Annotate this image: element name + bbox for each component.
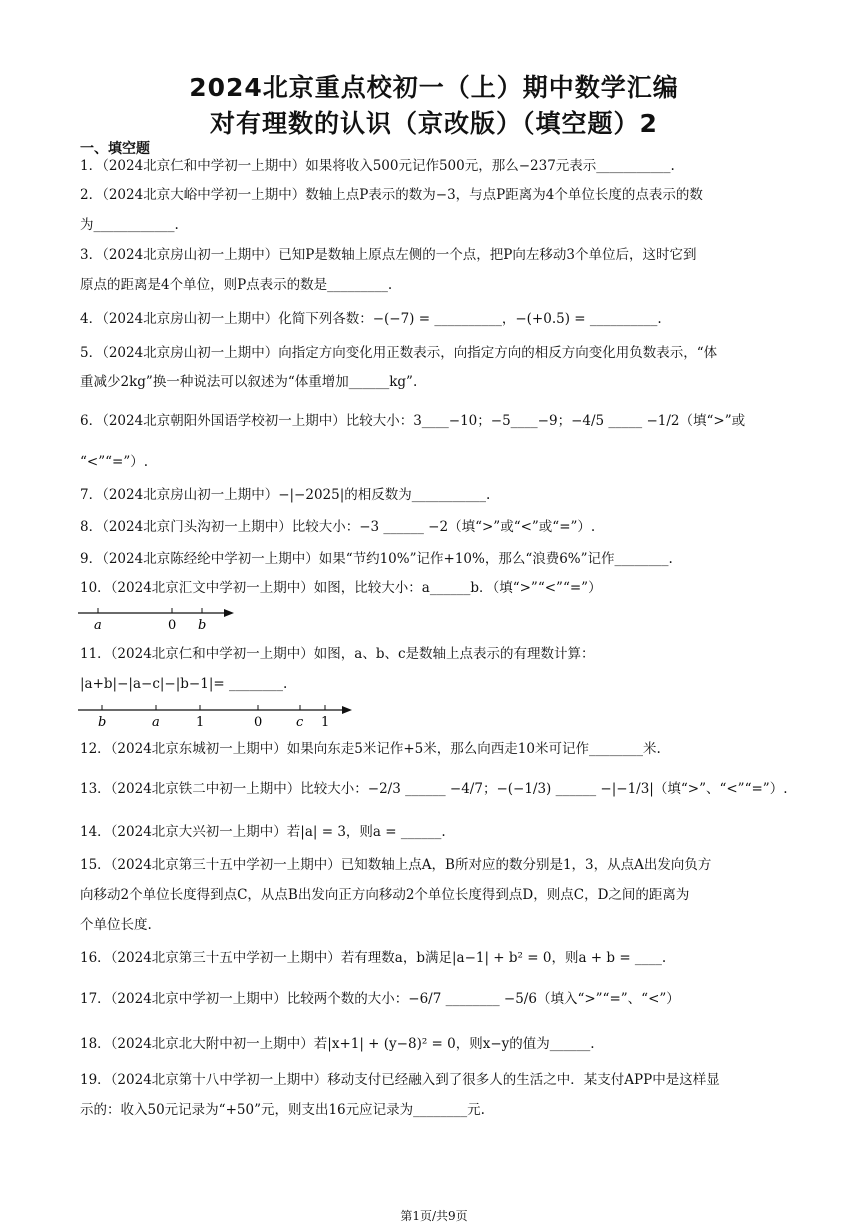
question-line: 19．（2024北京第十八中学初一上期中）移动支付已经融入到了很多人的生活之中．某支付APP中是这样显 [80,1072,720,1088]
question-line: 13．（2024北京铁二中初一上期中）比较大小：−2/3 ______ −4/7；−(−1/3) ______ −|−1/3|（填“>”、“<”“=”）. [80,781,788,797]
document-title: 2024北京重点校初一（上）期中数学汇编 [189,73,679,102]
number-line-label: a [94,618,102,633]
question-line: 15．（2024北京第三十五中学初一上期中）已知数轴上点A，B所对应的数分别是1，3，从点A出发向负方 [80,857,712,873]
question-line: 重减少2kg”换一种说法可以叙述为“体重增加______kg”. [80,374,418,390]
question-line: 10．（2024北京汇文中学初一上期中）如图，比较大小：a______b．（填“>”“<”“=”） [80,580,602,596]
question-line: 示的：收入50元记录为“+50”元，则支出16元应记录为________元. [80,1102,485,1118]
question-line: 14．（2024北京大兴初一上期中）若|a| = 3，则a = ______. [80,824,446,840]
question-line: 8．（2024北京门头沟初一上期中）比较大小：−3 ______ −2（填“>”或“<”或“=”）. [80,519,596,535]
number-line-label: c [296,715,304,730]
question-line: “<”“=”）. [80,454,149,470]
question-line: 为____________. [80,217,179,233]
question-line: 17．（2024北京中学初一上期中）比较两个数的大小：−6/7 ________ −5/6（填入“>”“=”、“<”） [80,991,680,1007]
question-line: 5．（2024北京房山初一上期中）向指定方向变化用正数表示，向指定方向的相反方向变化用负数表示，“体 [80,345,718,361]
question-line: 原点的距离是4个单位，则P点表示的数是_________. [80,277,393,293]
question-line: 1．（2024北京仁和中学初一上期中）如果将收入500元记作500元，那么−237元表示___________. [80,158,675,174]
document-subtitle: 对有理数的认识（京改版）（填空题）2 [210,109,658,138]
question-line: 12．（2024北京东城初一上期中）如果向东走5米记作+5米，那么向西走10米可记作________米. [80,741,661,757]
question-line: 11．（2024北京仁和中学初一上期中）如图，a、b、c是数轴上点表示的有理数计算： [80,646,595,662]
number-line-label: 0 [168,618,177,633]
question-line: 6．（2024北京朝阳外国语学校初一上期中）比较大小：3____−10；−5____−9；−4/5 _____ −1/2（填“>”或 [80,413,746,429]
number-line-label: b [198,618,207,633]
question-line: 18．（2024北京北大附中初一上期中）若|x+1| + (y−8)² = 0，则x−y的值为______. [80,1036,595,1052]
question-line: 3．（2024北京房山初一上期中）已知P是数轴上原点左侧的一个点，把P向左移动3个单位后，这时它到 [80,247,697,263]
number-line-label: 0 [254,715,263,730]
question-line: |a+b|−|a−c|−|b−1|= ________. [80,676,288,692]
number-line-label: b [98,715,107,730]
number-line-q11 [78,700,358,730]
number-line-label: a [152,715,160,730]
question-line: 7．（2024北京房山初一上期中）−|−2025|的相反数为___________. [80,487,491,503]
number-line-label: 1 [196,715,205,730]
page-footer: 第1页/共9页 [400,1209,468,1223]
question-line: 4．（2024北京房山初一上期中）化简下列各数：−(−7) = __________，−(+0.5) = __________. [80,311,662,327]
question-line: 9．（2024北京陈经纶中学初一上期中）如果“节约10%”记作+10%，那么“浪费6%”记作________. [80,551,673,567]
section-heading: 一、填空题 [80,141,150,157]
question-line: 2．（2024北京大峪中学初一上期中）数轴上点P表示的数为−3，与点P距离为4个单位长度的点表示的数 [80,187,703,203]
number-line-label: 1 [321,715,330,730]
number-line-q10 [78,603,238,633]
question-line: 向移动2个单位长度得到点C，从点B出发向正方向移动2个单位长度得到点D，则点C，D之间的距离为 [80,887,690,903]
question-line: 16．（2024北京第三十五中学初一上期中）若有理数a，b满足|a−1| + b² = 0，则a + b = ____. [80,950,667,966]
question-line: 个单位长度. [80,917,152,933]
